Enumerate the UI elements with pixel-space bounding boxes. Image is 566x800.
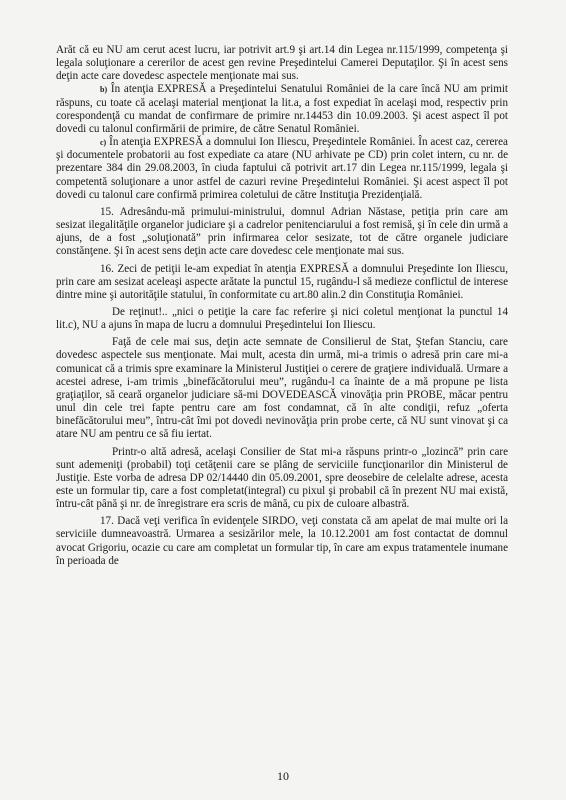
paragraph-17: 17. Dacă veţi verifica în evidenţele SIRDO, veţi constata că am apelat de mai multe ori la serviciile dumneavoastră. Urmarea a sesizărilor mele, la 10.12.2001 am fost contactat de domnul avocat Grigoriu, ocazie cu care am completat un formular tip, în care am expus tratamentele inumane în perioada de xyxy=(56,515,508,567)
paragraph-consilier: Faţă de cele mai sus, deţin acte semnate de Consilierul de Stat, Ştefan Stanciu, care dovedesc aspectele sus menţionate. Mai mult, acesta din urmă, mi-a trimis o adresă prin care mi-a comunicat că a trimis spre examinare la Ministerul Justiţiei o cerere de graţiere individuală. Urmare a acestei adrese, i-am trimis „binefăcătorului meu”, rugându-l ca înainte de a mă propune pe lista graţiaţilor, să ceară organelor judiciare să-mi DOVEDEASCĂ vinovăţia prin PROBE, măcar pentru unul din cele trei fapte pentru care am fost condamnat, că în alte condiţii, refuz „oferta binefăcătorului meu”, întru-cât îmi pot dovedi nevinovăţia prin probe certe, că NU sunt vinovat şi ca atare NU am pentru ce să fiu iertat. xyxy=(56,336,508,441)
paragraph-16: 16. Zeci de petiţii le-am expediat în atenţia EXPRESĂ a domnului Preşedinte Ion Iliescu, prin care am sesizat aceleaşi aspecte arătate la punctul 15, rugându-l să medieze conflictul de interese dintre mine şi autorităţile statului, în conformitate cu art.80 alin.2 din Constituţia României. xyxy=(56,262,508,301)
paragraph-b-text: În atenţia EXPRESĂ a Preşedintelui Senatului României de la care încă NU am primit răspuns, cu toate că acelaşi material menţionat la lit.a, a fost expediat în acelaşi mod, respectiv prin corespondenţă cu mandat de confirmare de primire nr.14453 din 10.09.2003. Şi acest aspect îl pot dovedi cu talonul confirmării de primire, de către Senatul României. xyxy=(56,83,508,135)
paragraph-intro: Arăt că eu NU am cerut acest lucru, iar potrivit art.9 şi art.14 din Legea nr.115/1999, competenţa şi legala soluţionare a cererilor de acest gen revine Preşedintelui Camerei Deputaţilor. Şi în acest sens deţin acte care dovedesc aspectele menţionate mai sus. xyxy=(56,44,508,83)
paragraph-adresa: Printr-o altă adresă, acelaşi Consilier de Stat mi-a răspuns printr-o „lozincă” prin care sunt ademeniţi (probabil) toţi cetăţenii care se plâng de serviciile funcţionarilor din Ministerul de Justiţie. Este vorba de adresa DP 02/14440 din 05.09.2001, spre deosebire de celelalte adrese, acesta este un formular tip, care a fost completat(integral) cu pixul şi probabil că în prezent NU mai există, întru-cât până şi nr. de înregistrare era scris de mână, cu pix de culoare albastră. xyxy=(56,445,508,511)
list-marker-c: c) xyxy=(100,138,107,148)
paragraph-c xyxy=(56,136,508,202)
page-number: 10 xyxy=(277,769,289,783)
list-marker-b: b) xyxy=(100,85,108,95)
paragraph-c-text: În atenţia EXPRESĂ a domnului Ion Iliescu, Preşedintele României. În acest caz, cererea şi documentele probatorii au fost expediate ca atare (NU arhivate pe CD) prin colet intern, cu nr. de prezentare 384 din 29.08.2003, în ciuda faptului că potrivit art.17 din Legea nr.115/1999, legala şi competentă soluţionare a unor astfel de cazuri revine Preşedintelui României. Şi acest aspect îl pot dovedi cu talonul care confirmă primirea coletului de către Instituţia Prezidenţială. xyxy=(56,136,508,201)
paragraph-note: De reţinut!.. „nici o petiţie la care fac referire şi nici coletul menţionat la punctul 14 lit.c), NU a ajuns în mapa de lucru a domnului Preşedintelui Ion Iliescu. xyxy=(56,305,508,332)
paragraph-b xyxy=(56,83,508,136)
paragraph-15: 15. Adresându-mă primului-ministrului, domnul Adrian Năstase, petiţia prin care am sesizat ilegalităţile organelor judiciare şi a cadrelor penitenciarului a fost remisă, şi în cele din urmă a ajuns, de a fost „soluţionată” prin infirmarea celor sesizate, tot de către organele judiciare constănţene. Şi în acest sens deţin acte care dovedesc cele menţionate mai sus. xyxy=(56,205,508,258)
document-body xyxy=(56,44,508,568)
